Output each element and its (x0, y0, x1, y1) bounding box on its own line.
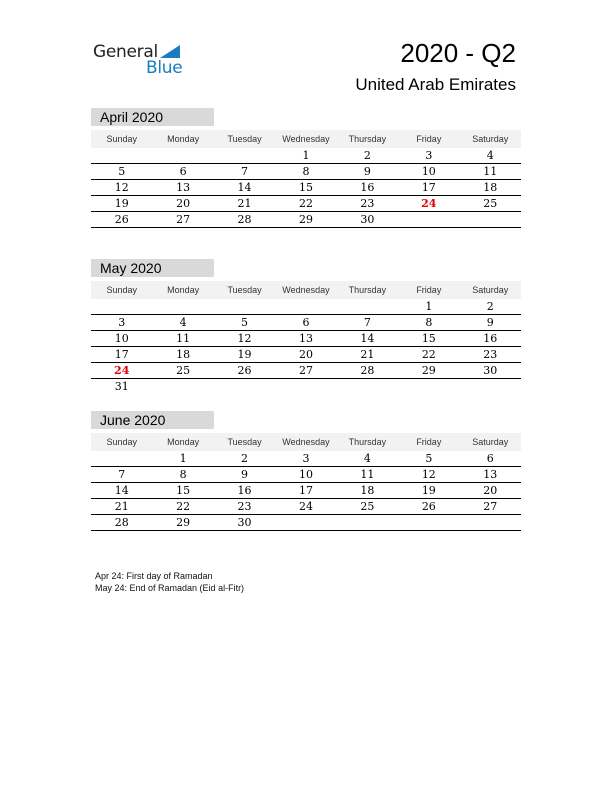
weekday-header-row (91, 130, 521, 148)
month-may (91, 259, 521, 395)
logo-text-blue: Blue (146, 58, 183, 78)
day-cell: 27 (483, 500, 498, 513)
weekday-header-row (91, 281, 521, 299)
weekday-label: Friday (416, 437, 442, 447)
day-cell: 7 (241, 165, 249, 178)
country-name: United Arab Emirates (355, 75, 516, 94)
holiday-notes (95, 570, 244, 594)
day-cell (337, 299, 398, 314)
day-cell: 15 (298, 181, 313, 194)
day-cell: 28 (237, 213, 252, 226)
day-cell: 21 (114, 500, 129, 513)
week-row (91, 451, 521, 467)
week-row (91, 212, 521, 228)
day-cell: 18 (176, 348, 191, 361)
weekday-label: Sunday (106, 285, 137, 295)
day-cell: 2 (241, 452, 249, 465)
day-cell: 4 (179, 316, 187, 329)
day-cell (152, 148, 213, 163)
day-cell (398, 515, 459, 530)
day-cell: 3 (302, 452, 310, 465)
day-cell: 23 (360, 197, 375, 210)
weekday-label: Wednesday (282, 437, 330, 447)
day-cell: 29 (176, 516, 191, 529)
day-cell: 26 (114, 213, 129, 226)
day-cell: 20 (298, 348, 313, 361)
day-cell: 25 (483, 197, 498, 210)
day-cell: 9 (241, 468, 249, 481)
day-cell: 7 (363, 316, 371, 329)
weekday-label: Friday (416, 285, 442, 295)
logo-triangle-icon (160, 45, 180, 58)
day-cell: 24 (421, 197, 437, 210)
note-item: Apr 24: First day of Ramadan (95, 571, 213, 581)
month-april (91, 108, 521, 228)
day-cell: 2 (486, 300, 494, 313)
day-cell (275, 515, 336, 530)
day-cell: 4 (363, 452, 371, 465)
weekday-label: Tuesday (227, 437, 262, 447)
day-cell: 1 (302, 149, 310, 162)
week-row (91, 379, 521, 395)
day-cell: 9 (363, 165, 371, 178)
logo-text-general: General (93, 42, 158, 62)
month-title: June 2020 (91, 411, 214, 429)
day-cell: 16 (237, 484, 252, 497)
day-cell: 31 (114, 380, 129, 393)
day-cell (275, 299, 336, 314)
weekday-label: Monday (167, 134, 200, 144)
note-item: May 24: End of Ramadan (Eid al-Fitr) (95, 583, 245, 593)
day-cell: 7 (118, 468, 126, 481)
day-cell: 12 (237, 332, 252, 345)
day-cell: 17 (298, 484, 313, 497)
day-cell: 2 (363, 149, 371, 162)
week-row (91, 515, 521, 531)
day-cell (214, 299, 275, 314)
day-cell: 22 (298, 197, 313, 210)
day-cell: 29 (298, 213, 313, 226)
day-cell: 21 (360, 348, 375, 361)
day-cell: 13 (176, 181, 191, 194)
day-cell: 3 (118, 316, 126, 329)
day-cell (460, 379, 521, 395)
day-cell: 17 (114, 348, 129, 361)
day-cell (152, 299, 213, 314)
day-cell: 22 (421, 348, 436, 361)
day-cell (337, 379, 398, 395)
day-cell: 3 (425, 149, 433, 162)
weekday-label: Sunday (106, 134, 137, 144)
day-cell: 24 (114, 364, 130, 377)
day-cell: 23 (483, 348, 498, 361)
day-cell (91, 451, 152, 466)
weekday-label: Thursday (348, 285, 387, 295)
day-cell: 27 (176, 213, 191, 226)
day-cell: 11 (176, 332, 191, 345)
day-cell: 25 (360, 500, 375, 513)
day-cell: 11 (483, 165, 498, 178)
weekday-label: Tuesday (227, 134, 262, 144)
week-row (91, 180, 521, 196)
day-cell: 16 (483, 332, 498, 345)
day-cell: 16 (360, 181, 375, 194)
day-cell: 18 (483, 181, 498, 194)
weekday-label: Friday (416, 134, 442, 144)
day-cell: 10 (421, 165, 436, 178)
week-row (91, 467, 521, 483)
weekday-label: Thursday (348, 437, 387, 447)
day-cell: 12 (421, 468, 436, 481)
day-cell: 27 (298, 364, 313, 377)
week-row (91, 196, 521, 212)
day-cell (275, 379, 336, 395)
day-cell: 29 (421, 364, 436, 377)
week-row (91, 347, 521, 363)
day-cell: 11 (360, 468, 375, 481)
day-cell: 5 (241, 316, 249, 329)
day-cell: 13 (483, 468, 498, 481)
day-cell: 14 (360, 332, 375, 345)
day-cell: 1 (179, 452, 187, 465)
day-cell: 14 (114, 484, 129, 497)
day-cell: 25 (176, 364, 191, 377)
day-cell: 21 (237, 197, 252, 210)
weekday-label: Tuesday (227, 285, 262, 295)
weekday-label: Saturday (472, 134, 509, 144)
day-cell: 4 (486, 149, 494, 162)
day-cell: 5 (118, 165, 126, 178)
month-title: April 2020 (91, 108, 214, 126)
weekday-label: Saturday (472, 437, 509, 447)
week-row (91, 164, 521, 180)
day-cell (398, 379, 459, 395)
day-cell: 6 (179, 165, 187, 178)
weekday-label: Thursday (348, 134, 387, 144)
day-cell: 26 (421, 500, 436, 513)
day-cell: 8 (425, 316, 433, 329)
day-cell (91, 148, 152, 163)
week-row (91, 483, 521, 499)
day-cell: 19 (421, 484, 436, 497)
week-row (91, 315, 521, 331)
day-cell (398, 212, 459, 227)
day-cell: 30 (237, 516, 252, 529)
weekday-label: Wednesday (282, 285, 330, 295)
day-cell: 10 (298, 468, 313, 481)
day-cell: 19 (237, 348, 252, 361)
day-cell: 9 (486, 316, 494, 329)
month-title: May 2020 (91, 259, 214, 277)
day-cell: 28 (360, 364, 375, 377)
day-cell: 6 (486, 452, 494, 465)
day-cell (214, 379, 275, 395)
day-cell: 18 (360, 484, 375, 497)
week-row (91, 363, 521, 379)
day-cell: 15 (176, 484, 191, 497)
day-cell (91, 299, 152, 314)
day-cell (214, 148, 275, 163)
day-cell: 19 (114, 197, 129, 210)
day-cell: 30 (483, 364, 498, 377)
day-cell (460, 212, 521, 227)
day-cell (337, 515, 398, 530)
day-cell: 30 (360, 213, 375, 226)
weekday-label: Monday (167, 437, 200, 447)
week-row (91, 499, 521, 515)
day-cell: 20 (483, 484, 498, 497)
day-cell: 24 (298, 500, 313, 513)
day-cell (152, 379, 213, 395)
day-cell: 1 (425, 300, 433, 313)
day-cell: 23 (237, 500, 252, 513)
day-cell: 5 (425, 452, 433, 465)
day-cell: 8 (179, 468, 187, 481)
weekday-label: Saturday (472, 285, 509, 295)
page-title: 2020 - Q2 (400, 38, 516, 68)
week-row (91, 331, 521, 347)
day-cell: 20 (176, 197, 191, 210)
day-cell: 13 (298, 332, 313, 345)
day-cell: 10 (114, 332, 129, 345)
weekday-label: Sunday (106, 437, 137, 447)
weekday-label: Monday (167, 285, 200, 295)
weekday-header-row (91, 433, 521, 451)
day-cell: 14 (237, 181, 252, 194)
day-cell: 12 (114, 181, 129, 194)
week-row (91, 299, 521, 315)
day-cell: 17 (421, 181, 436, 194)
day-cell: 6 (302, 316, 310, 329)
day-cell: 22 (176, 500, 191, 513)
day-cell: 8 (302, 165, 310, 178)
month-june (91, 411, 521, 531)
day-cell (460, 515, 521, 530)
day-cell: 28 (114, 516, 129, 529)
week-row (91, 148, 521, 164)
weekday-label: Wednesday (282, 134, 330, 144)
general-blue-logo (93, 42, 193, 78)
day-cell: 15 (421, 332, 436, 345)
day-cell: 26 (237, 364, 252, 377)
